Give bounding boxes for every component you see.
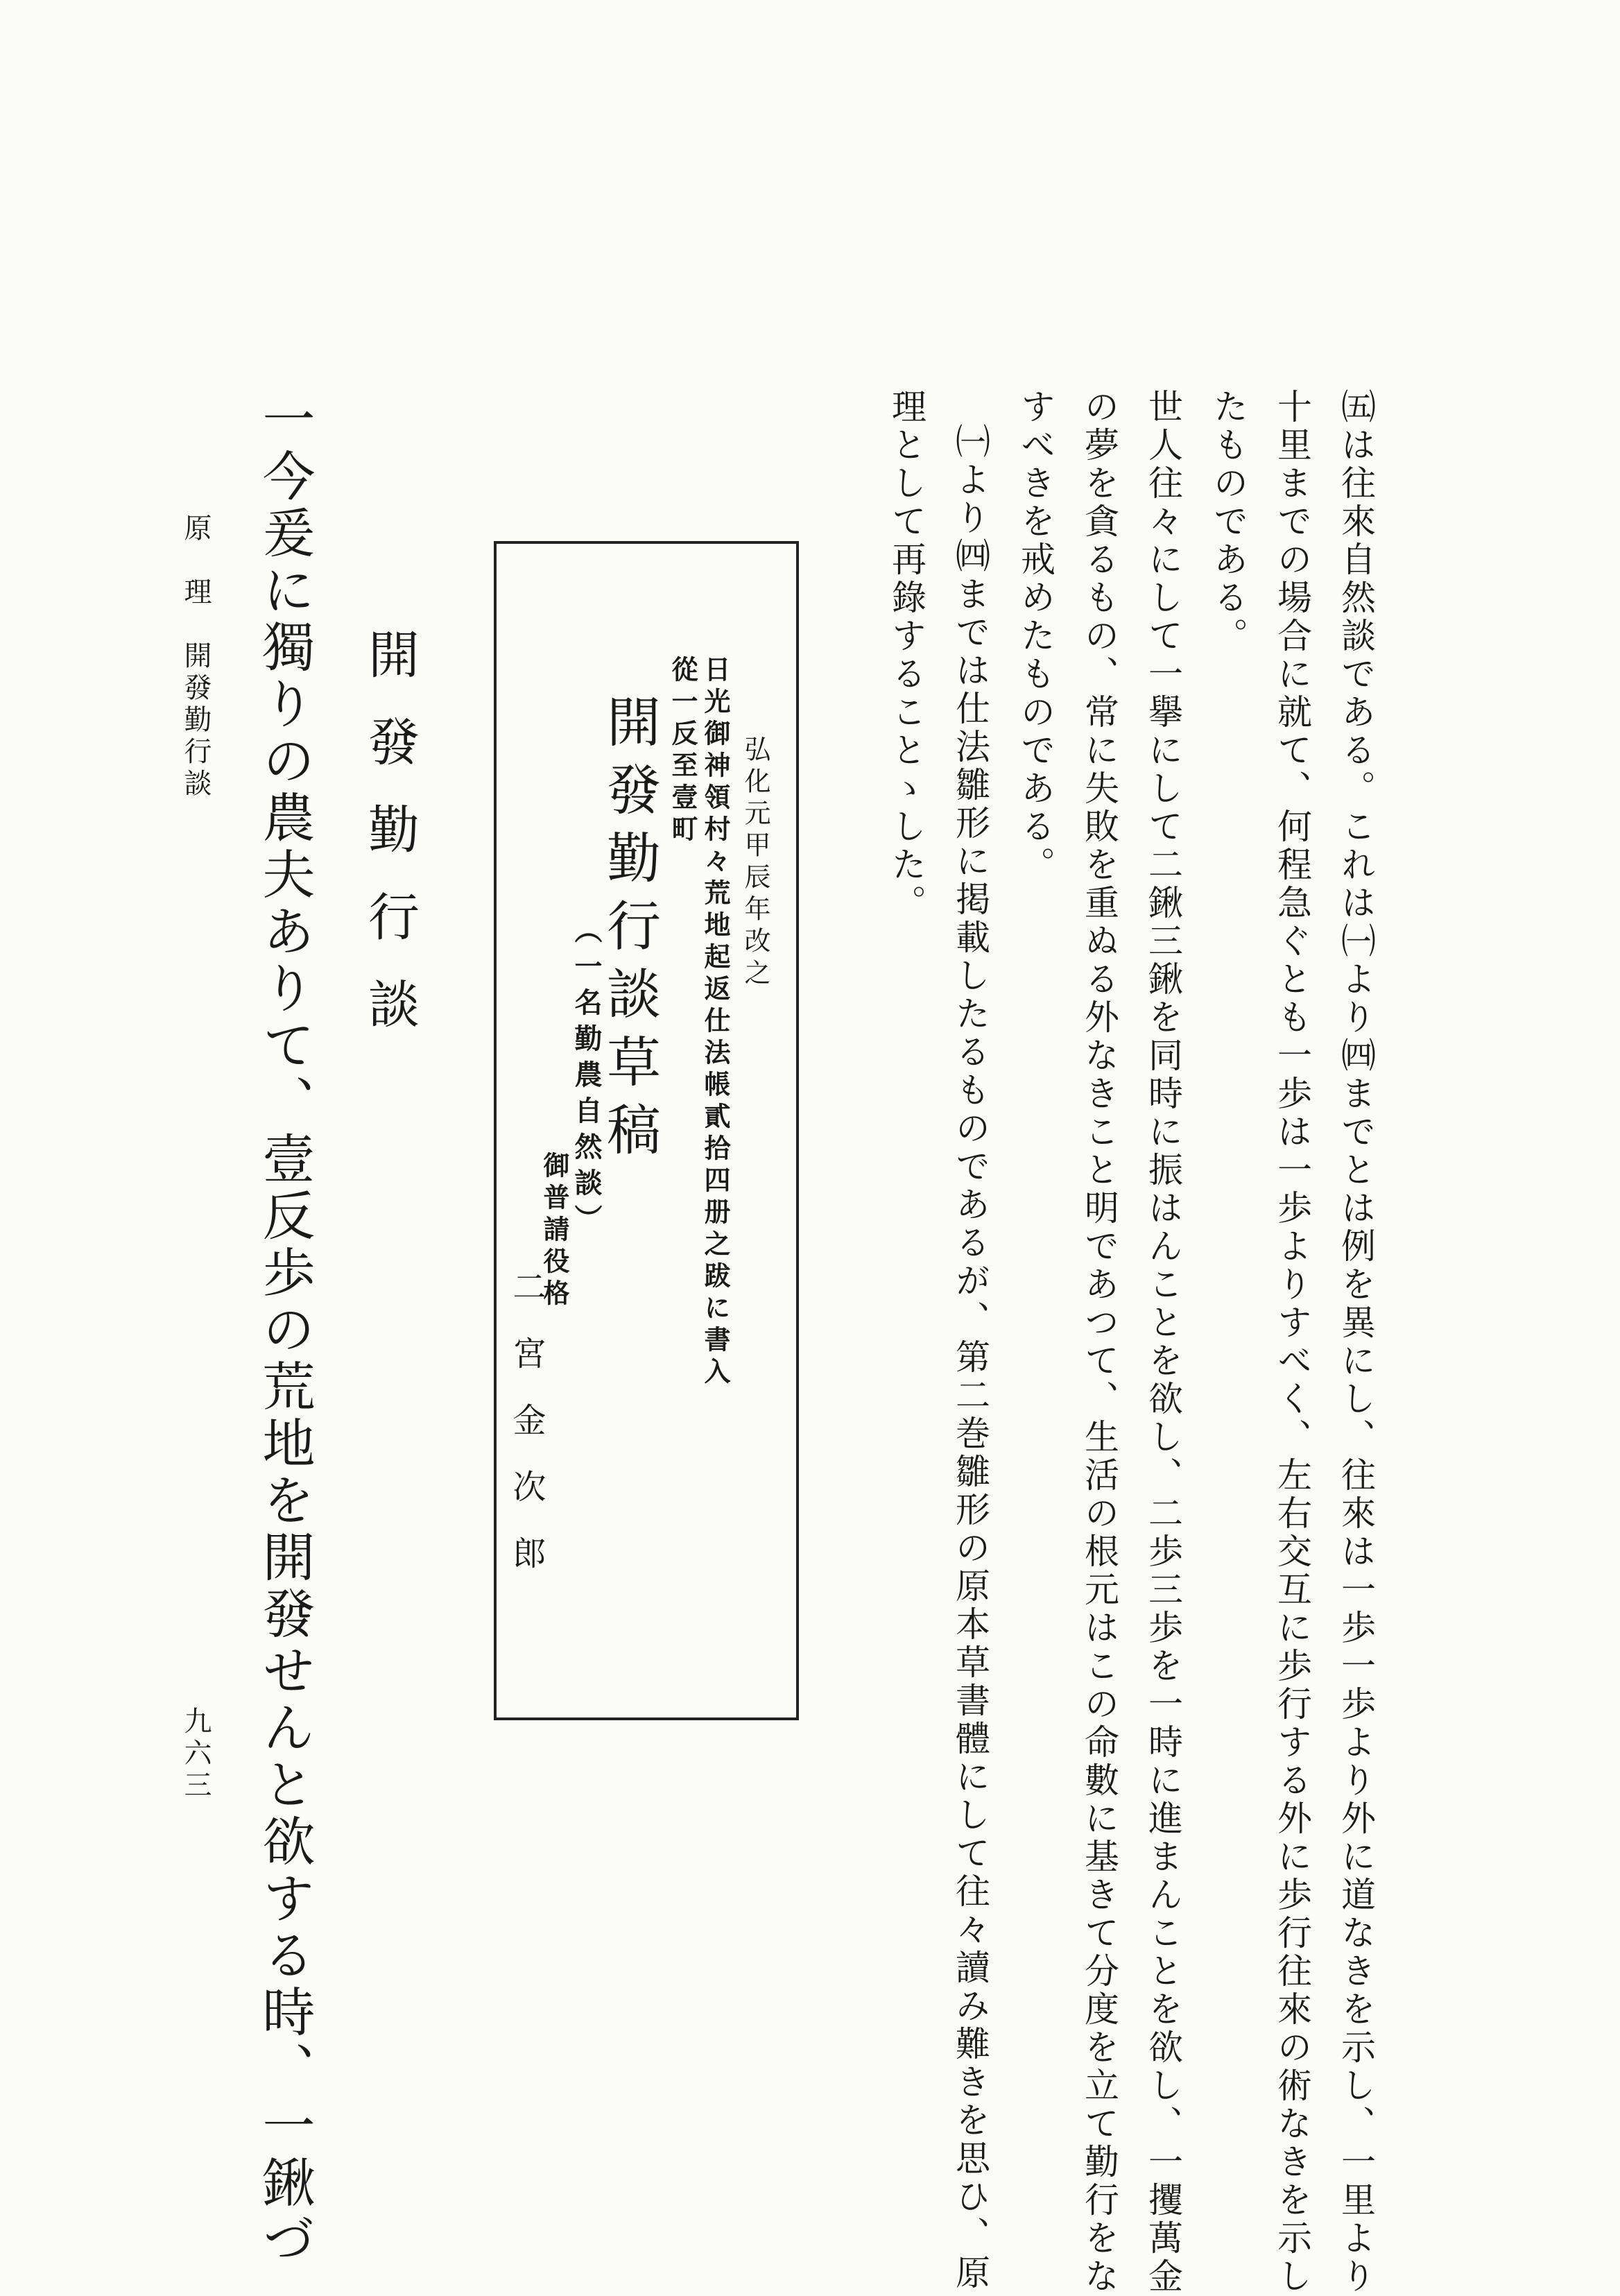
commentary-line-3: たものである。 <box>1208 388 1248 656</box>
title-source-line-1: 日光御神領村々荒地起返仕法帳貳拾四册之跋に書入 <box>700 656 731 1389</box>
commentary-line-7: ㈠より㈣までは仕法雛形に掲載したるものであるが、第二巻雛形の原本草書體にして往々讀み難きを思ひ、原 <box>950 423 990 2293</box>
commentary-line-1: ㈤は往來自然談である。これは㈠より㈣までとは例を異にし、往來は一歩一歩より外に道なきを示し、一里より <box>1336 388 1376 2296</box>
title-date: 弘化元甲辰年改之 <box>740 735 770 991</box>
main-title: 開發勤行談草稿 <box>598 694 660 1170</box>
page-number: 九六三 <box>180 1706 212 1802</box>
commentary-line-2: 十里までの場合に就て、何程急ぐとも一歩は一歩よりすべく、左右交互に歩行する外に歩行往來の術なきを示し <box>1272 388 1312 2296</box>
main-text-line-1: 一今爰に獨りの農夫ありて、壹反歩の荒地を開發せんと欲する時、一鍬づ <box>254 392 316 2269</box>
running-head: 原 理 開發勤行談 <box>180 513 212 800</box>
commentary-line-8: 理として再錄することゝした。 <box>886 388 927 923</box>
commentary-line-5: の夢を貪るもの、常に失敗を重ぬる外なきこと明であつて、生活の根元はこの命數に基きて分度を立て勤行をな <box>1079 388 1119 2296</box>
author-role: 御普請役格 <box>539 1151 570 1311</box>
commentary-line-6: すべきを戒めたものである。 <box>1015 388 1055 884</box>
section-heading: 開發勤行談 <box>360 628 420 1065</box>
title-source-line-2: 從一反至壹町 <box>667 656 698 847</box>
author-name: 二宮金次郎 <box>507 1269 546 1602</box>
title-alt-name: （一名勤農自然談） <box>570 916 603 1240</box>
commentary-line-4: 世人往々にして一擧にして二鍬三鍬を同時に振はんことを欲し、二歩三歩を一時に進まんことを欲し、一攫萬金 <box>1143 388 1183 2296</box>
